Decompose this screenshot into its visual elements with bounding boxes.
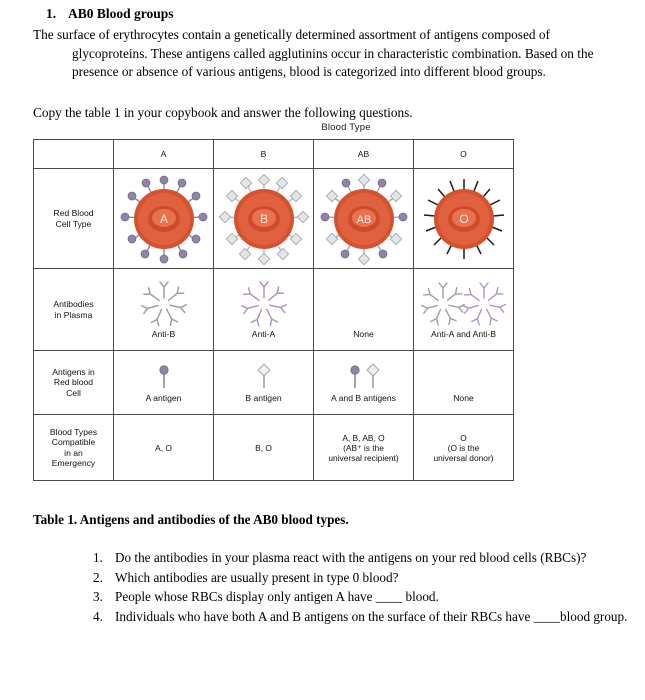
rbc-illustration-ab xyxy=(319,173,409,265)
row-label-red-blood-cell-type: Red Blood Cell Type xyxy=(34,169,114,269)
antibodies-label-ab: None xyxy=(353,328,374,339)
section-number: 1. xyxy=(46,6,57,21)
row-label-antigens-in-rbc: Antigens in Red blood Cell xyxy=(34,351,114,415)
question-number: 4. xyxy=(93,608,103,624)
compatible-label-ab-line2: (AB⁺ is the xyxy=(343,442,384,453)
compatible-label-ab-line3: universal recipient) xyxy=(328,452,399,463)
question-item xyxy=(33,568,633,588)
compatible-cell-b xyxy=(214,415,314,481)
svg-text:B: B xyxy=(259,211,268,226)
compatible-label-o-line3: universal donor) xyxy=(433,452,494,463)
svg-text:A: A xyxy=(159,211,168,226)
rbc-illustration-b xyxy=(219,173,309,265)
question-text: Which antibodies are usually present in type 0 blood? xyxy=(115,569,399,585)
table-super-header: Blood Type xyxy=(321,122,371,133)
antibodies-label-o: Anti-A and Anti-B xyxy=(431,328,496,339)
antigens-cell-ab xyxy=(314,351,414,415)
intro-paragraph xyxy=(33,26,628,82)
table-corner-cell xyxy=(34,140,114,169)
antibody-cluster-both-icon xyxy=(418,280,510,328)
questions-list xyxy=(33,548,633,626)
compatible-label-o-line2: (O is the xyxy=(447,442,480,453)
rbc-cell-type-ab xyxy=(314,169,414,269)
column-header-o: O xyxy=(414,140,514,169)
column-header-a: A xyxy=(114,140,214,169)
compatible-label-b: B, O xyxy=(255,442,272,453)
row-label-antibodies-in-plasma: Antibodies in Plasma xyxy=(34,269,114,351)
antigen-circle-and-diamond-icon xyxy=(342,362,386,392)
section-title: AB0 Blood groups xyxy=(68,6,174,21)
question-number: 2. xyxy=(93,569,103,585)
question-text: Do the antibodies in your plasma react with the antigens on your red blood cells (RBCs)? xyxy=(115,550,587,565)
compatible-cell-ab xyxy=(314,415,414,481)
antigens-label-ab: A and B antigens xyxy=(331,392,396,403)
compatible-label-a: A, O xyxy=(155,442,172,453)
paragraph-line-2: glycoproteins. These antigens called agglutinins occur in characteristic combination. Based on the xyxy=(72,45,594,61)
svg-text:AB: AB xyxy=(356,213,371,226)
compatible-label-ab-line1: A, B, AB, O xyxy=(342,432,385,443)
antigens-label-b: B antigen xyxy=(245,392,282,403)
table-header-row xyxy=(34,140,514,169)
antigens-cell-b xyxy=(214,351,314,415)
rbc-illustration-a xyxy=(119,173,209,265)
rbc-cell-type-b xyxy=(214,169,314,269)
rbc-cell-type-a xyxy=(114,169,214,269)
svg-text:O: O xyxy=(458,211,469,226)
table-caption: Table 1. Antigens and antibodies of the AB0 blood types. xyxy=(33,512,349,527)
blood-type-table xyxy=(33,139,514,481)
antigens-cell-a xyxy=(114,351,214,415)
column-header-b: B xyxy=(214,140,314,169)
antibody-cluster-purple-icon xyxy=(235,280,293,328)
question-number: 1. xyxy=(93,550,103,565)
question-item xyxy=(33,607,633,627)
question-item xyxy=(33,587,633,607)
table-row xyxy=(34,169,514,269)
antibodies-label-b: Anti-A xyxy=(251,328,276,339)
table-row xyxy=(34,351,514,415)
rbc-illustration-o xyxy=(419,173,509,265)
antigen-diamond-icon xyxy=(252,362,276,392)
antibody-cluster-gray-icon xyxy=(135,280,193,328)
question-text: People whose RBCs display only antigen A have ____ blood. xyxy=(115,589,439,604)
column-header-ab: AB xyxy=(314,140,414,169)
antibodies-cell-o xyxy=(414,269,514,351)
antigens-label-a: A antigen xyxy=(145,392,182,403)
question-item xyxy=(33,548,633,568)
question-number: 3. xyxy=(93,589,103,604)
antibodies-label-a: Anti-B xyxy=(151,328,176,339)
compatible-cell-o xyxy=(414,415,514,481)
copy-instruction: Copy the table 1 in your copybook and answer the following questions. xyxy=(33,105,413,120)
antigen-circle-icon xyxy=(152,362,176,392)
table-row xyxy=(34,269,514,351)
rbc-cell-type-o xyxy=(414,169,514,269)
antibodies-cell-b xyxy=(214,269,314,351)
compatible-cell-a xyxy=(114,415,214,481)
section-heading xyxy=(46,6,606,22)
antigens-cell-o xyxy=(414,351,514,415)
table-row xyxy=(34,415,514,481)
compatible-label-o-line1: O xyxy=(460,432,467,443)
antigens-label-o: None xyxy=(453,392,474,403)
row-label-compatible-types: Blood Types Compatible in an Emergency xyxy=(34,415,114,481)
antibodies-cell-ab xyxy=(314,269,414,351)
paragraph-line-1: The surface of erythrocytes contain a genetically determined assortment of antigens composed of xyxy=(33,27,550,42)
paragraph-line-3: presence or absence of various antigens, blood is categorized into different blood groups. xyxy=(72,64,546,79)
question-text: Individuals who have both A and B antigens on the surface of their RBCs have ____blood group. xyxy=(115,608,628,624)
antibodies-cell-a xyxy=(114,269,214,351)
